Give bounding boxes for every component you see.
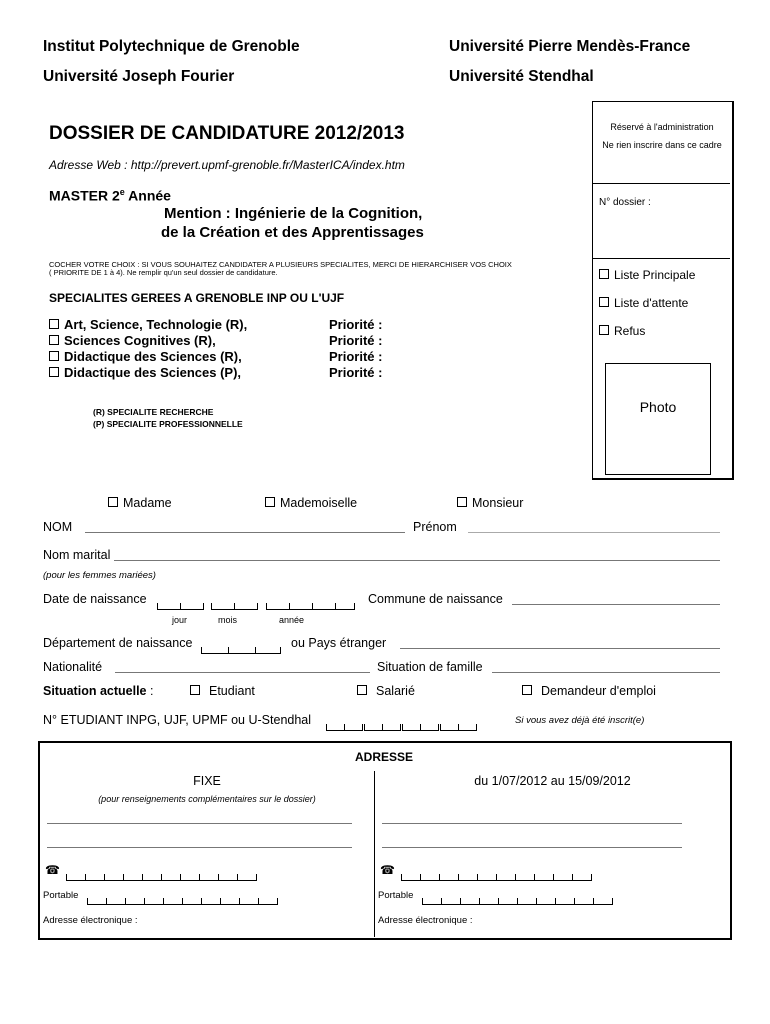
specialites-title: SPECIALITES GEREES A GRENOBLE INP OU L'UJF <box>49 291 345 305</box>
adresse-periode: du 1/07/2012 au 15/09/2012 <box>474 774 631 788</box>
date-naissance-label: Date de naissance <box>43 592 147 606</box>
mois-label: mois <box>218 615 238 625</box>
portable-periode-field[interactable] <box>422 891 613 909</box>
mention-line-2: de la Création et des Apprentissages <box>161 224 424 241</box>
commune-field[interactable] <box>512 604 720 605</box>
pays-label: ou Pays étranger <box>291 636 387 650</box>
portable-periode-label: Portable <box>378 890 414 901</box>
civilite-mademoiselle[interactable]: Mademoiselle <box>265 496 357 510</box>
email-periode-label: Adresse électronique : <box>378 915 473 926</box>
telephone-fixe-field[interactable] <box>66 867 257 885</box>
nom-marital-note: (pour les femmes mariées) <box>43 570 156 581</box>
photo-label: Photo <box>639 399 677 415</box>
nom-field[interactable] <box>85 532 405 533</box>
priorite-field[interactable]: Priorité : <box>329 349 383 364</box>
adresse-fixe-line-2[interactable] <box>47 847 352 848</box>
checkbox[interactable] <box>599 269 609 279</box>
admin-reserve: Réservé à l'administration <box>610 122 714 132</box>
checkbox[interactable] <box>357 685 367 695</box>
legend-recherche: (R) SPECIALITE RECHERCHE <box>93 407 214 417</box>
checkbox[interactable] <box>49 367 59 377</box>
priorite-field[interactable]: Priorité : <box>329 317 383 332</box>
adresse-periode-line-2[interactable] <box>382 847 682 848</box>
adresse-fixe-line-1[interactable] <box>47 823 352 824</box>
specialite-item[interactable]: Didactique des Sciences (P), <box>49 365 247 381</box>
header-right-2: Université Stendhal <box>449 68 594 85</box>
annee-label: année <box>279 615 305 625</box>
adresse-box <box>38 741 732 940</box>
pays-field[interactable] <box>400 648 720 649</box>
header-right-1: Université Pierre Mendès-France <box>449 38 691 55</box>
page-title: DOSSIER DE CANDIDATURE 2012/2013 <box>49 123 405 144</box>
checkbox[interactable] <box>522 685 532 695</box>
adresse-periode-line-1[interactable] <box>382 823 682 824</box>
master-year: MASTER 2e Année <box>49 187 171 204</box>
checkbox[interactable] <box>49 335 59 345</box>
admin-refus[interactable]: Refus <box>599 324 645 338</box>
prenom-field[interactable] <box>468 532 720 533</box>
nom-marital-label: Nom marital <box>43 548 111 562</box>
civilite-madame[interactable]: Madame <box>108 496 172 510</box>
si-inscrit-note: Si vous avez déjà été inscrit(e) <box>515 715 645 726</box>
situation-famille-label: Situation de famille <box>377 660 483 674</box>
situation-salarie[interactable]: Salarié <box>357 684 415 698</box>
numero-etudiant-label: N° ETUDIANT INPG, UJF, UPMF ou U-Stendhal <box>43 713 312 727</box>
adresse-divider <box>374 771 375 937</box>
situation-demandeur[interactable]: Demandeur d'emploi <box>522 684 656 698</box>
specialites-list <box>49 317 247 381</box>
web-address[interactable]: Adresse Web : http://prevert.upmf-grenoble.fr/MasterICA/index.htm <box>49 158 405 172</box>
nationalite-field[interactable] <box>115 672 370 673</box>
checkbox[interactable] <box>108 497 118 507</box>
numero-etudiant-field[interactable] <box>326 717 477 735</box>
checkbox[interactable] <box>599 325 609 335</box>
header-left-1: Institut Polytechnique de Grenoble <box>43 38 300 55</box>
checkbox[interactable] <box>265 497 275 507</box>
telephone-icon: ☎ <box>45 863 60 877</box>
email-fixe-label: Adresse électronique : <box>43 915 138 926</box>
admin-liste-principale[interactable]: Liste Principale <box>599 268 695 282</box>
nom-label: NOM <box>43 520 73 534</box>
legend-professionnelle: (P) SPECIALITE PROFESSIONNELLE <box>93 419 243 429</box>
priorite-field[interactable]: Priorité : <box>329 365 383 380</box>
checkbox[interactable] <box>190 685 200 695</box>
priorites-list <box>329 317 382 381</box>
prenom-label: Prénom <box>413 520 457 534</box>
specialite-item[interactable]: Didactique des Sciences (R), <box>49 349 247 365</box>
telephone-periode-field[interactable] <box>401 867 592 885</box>
mention-line-1: Mention : Ingénierie de la Cognition, <box>164 205 423 222</box>
checkbox[interactable] <box>599 297 609 307</box>
specialite-item[interactable]: Art, Science, Technologie (R), <box>49 317 247 333</box>
departement-label: Département de naissance <box>43 636 193 650</box>
date-naissance-field[interactable] <box>157 596 355 614</box>
portable-fixe-field[interactable] <box>87 891 278 909</box>
adresse-fixe-title: FIXE <box>193 774 221 788</box>
specialite-item[interactable]: Sciences Cognitives (R), <box>49 333 247 349</box>
cocher-note-1: COCHER VOTRE CHOIX : SI VOUS SOUHAITEZ CANDIDATER A PLUSIEURS SPECIALITES, MERCI DE HIERARCHISER VOS CHOIX <box>49 260 512 269</box>
portable-fixe-label: Portable <box>43 890 79 901</box>
adresse-title: ADRESSE <box>354 750 413 764</box>
priorite-field[interactable]: Priorité : <box>329 333 383 348</box>
departement-field[interactable] <box>201 640 281 658</box>
checkbox[interactable] <box>457 497 467 507</box>
situation-etudiant[interactable]: Etudiant <box>190 684 255 698</box>
admin-dossier: N° dossier : <box>599 197 651 208</box>
telephone-icon: ☎ <box>380 863 395 877</box>
nationalite-label: Nationalité <box>43 660 103 674</box>
commune-label: Commune de naissance <box>368 592 503 606</box>
checkbox[interactable] <box>49 351 59 361</box>
photo-frame <box>605 363 711 475</box>
adresse-fixe-note: (pour renseignements complémentaires sur le dossier) <box>98 794 316 804</box>
jour-label: jour <box>172 615 188 625</box>
civilite-monsieur[interactable]: Monsieur <box>457 496 523 510</box>
admin-ne-rien: Ne rien inscrire dans ce cadre <box>602 140 722 150</box>
checkbox[interactable] <box>49 319 59 329</box>
admin-liste-attente[interactable]: Liste d'attente <box>599 296 688 310</box>
situation-actuelle-label: Situation actuelle : <box>43 684 154 698</box>
header-left-2: Université Joseph Fourier <box>43 68 235 85</box>
nom-marital-field[interactable] <box>114 560 720 561</box>
situation-famille-field[interactable] <box>492 672 720 673</box>
cocher-note-2: ( PRIORITE DE 1 à 4). Ne remplir qu'un seul dossier de candidature. <box>49 268 278 277</box>
